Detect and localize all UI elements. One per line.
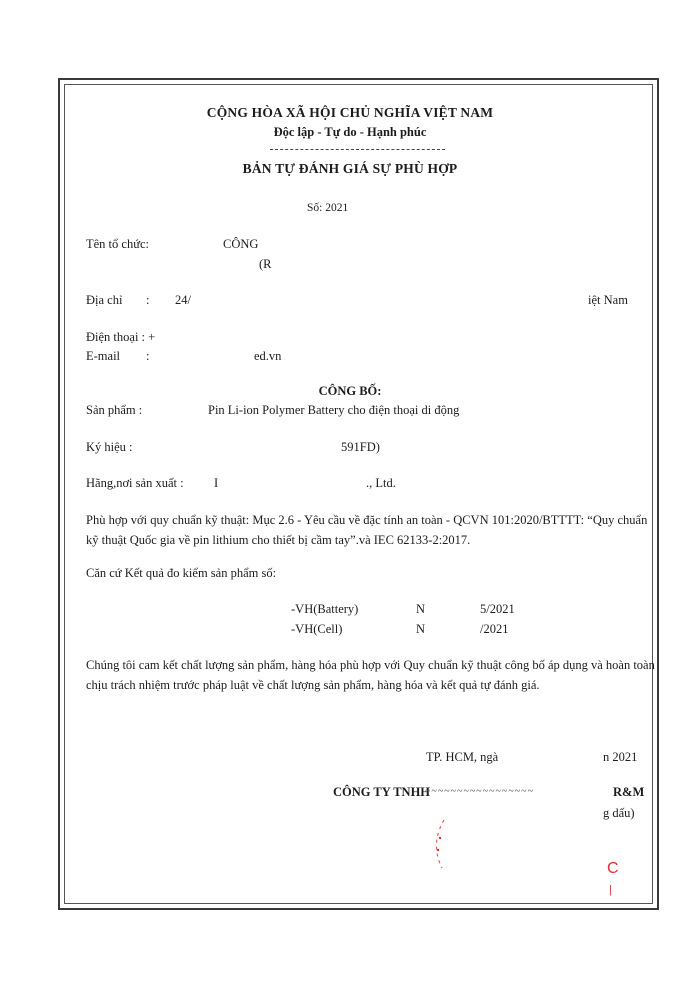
address-value: 24/ [175,293,191,307]
announce-heading: CÔNG BỐ: [318,384,382,398]
phone-label: Điện thoại : + [86,330,156,344]
place-date: TP. HCM, ngà [426,750,499,764]
stamp-mark [426,818,454,870]
basis-label: Căn cứ Kết quả đo kiểm sản phẩm số: [86,566,277,580]
red-seal-fragment-bar: | [609,884,612,896]
header-divider [270,149,445,150]
maker-value-b: ., Ltd. [366,476,396,490]
basis-row-2-n: N [416,622,426,636]
org-name-label: Tên tổ chức: [86,237,150,251]
symbol-value: 591FD) [341,440,380,454]
product-value: Pin Li-ion Polymer Battery cho điện thoại di động [208,403,460,417]
address-label: Địa chỉ [86,293,123,307]
stamp-note: g dấu) [603,806,635,820]
email-label: E-mail [86,349,121,363]
address-tail: iệt Nam [588,293,628,307]
org-name-sub: (R [259,257,272,271]
company-name-obscured: ~~~~~~~~~~~~~~~~~ [425,786,534,797]
basis-row-2-date: /2021 [480,622,509,636]
email-colon: : [146,349,150,363]
basis-row-1-code: -VH(Battery) [291,602,359,616]
national-title: CỘNG HÒA XÃ HỘI CHỦ NGHĨA VIỆT NAM [206,105,494,120]
red-seal-fragment-c: C [607,860,619,877]
company-name: CÔNG TY TNHH [333,785,431,799]
symbol-label: Ký hiệu : [86,440,133,454]
product-label: Sản phẩm : [86,403,143,417]
basis-row-1-date: 5/2021 [480,602,515,616]
maker-label: Hãng,nơi sản xuất : [86,476,184,490]
document-number: Số: 2021 [307,202,349,214]
address-colon: : [146,293,150,307]
basis-row-2-code: -VH(Cell) [291,622,343,636]
date-year: n 2021 [603,750,638,764]
company-name-tail: R&M [613,785,645,799]
org-name-value: CÔNG [223,237,259,251]
national-motto: Độc lập - Tự do - Hạnh phúc [273,125,427,139]
commitment-text: Chúng tôi cam kết chất lượng sản phẩm, hàng hóa phù hợp với Quy chuẩn kỹ thuật công bố áp dụng và hoàn toàn chịu trách nhiệm trước pháp luật về chất lượng sản phẩm, hàng hóa và kết quả tự đánh giá. [86,658,655,692]
basis-row-1-n: N [416,602,426,616]
email-value: ed.vn [254,349,282,363]
conformity-text: Phù hợp với quy chuẩn kỹ thuật: Mục 2.6 - Yêu cầu về đặc tính an toàn - QCVN 101:2020/BTTTT: “Quy chuẩn kỹ thuật Quốc gia về pin lithium cho thiết bị cầm tay”.và IEC 62133-2:2017. [86,513,648,547]
document-border-inner [64,84,653,904]
document-title: BẢN TỰ ĐÁNH GIÁ SỰ PHÙ HỢP [242,161,458,176]
maker-value-a: I [214,476,219,490]
